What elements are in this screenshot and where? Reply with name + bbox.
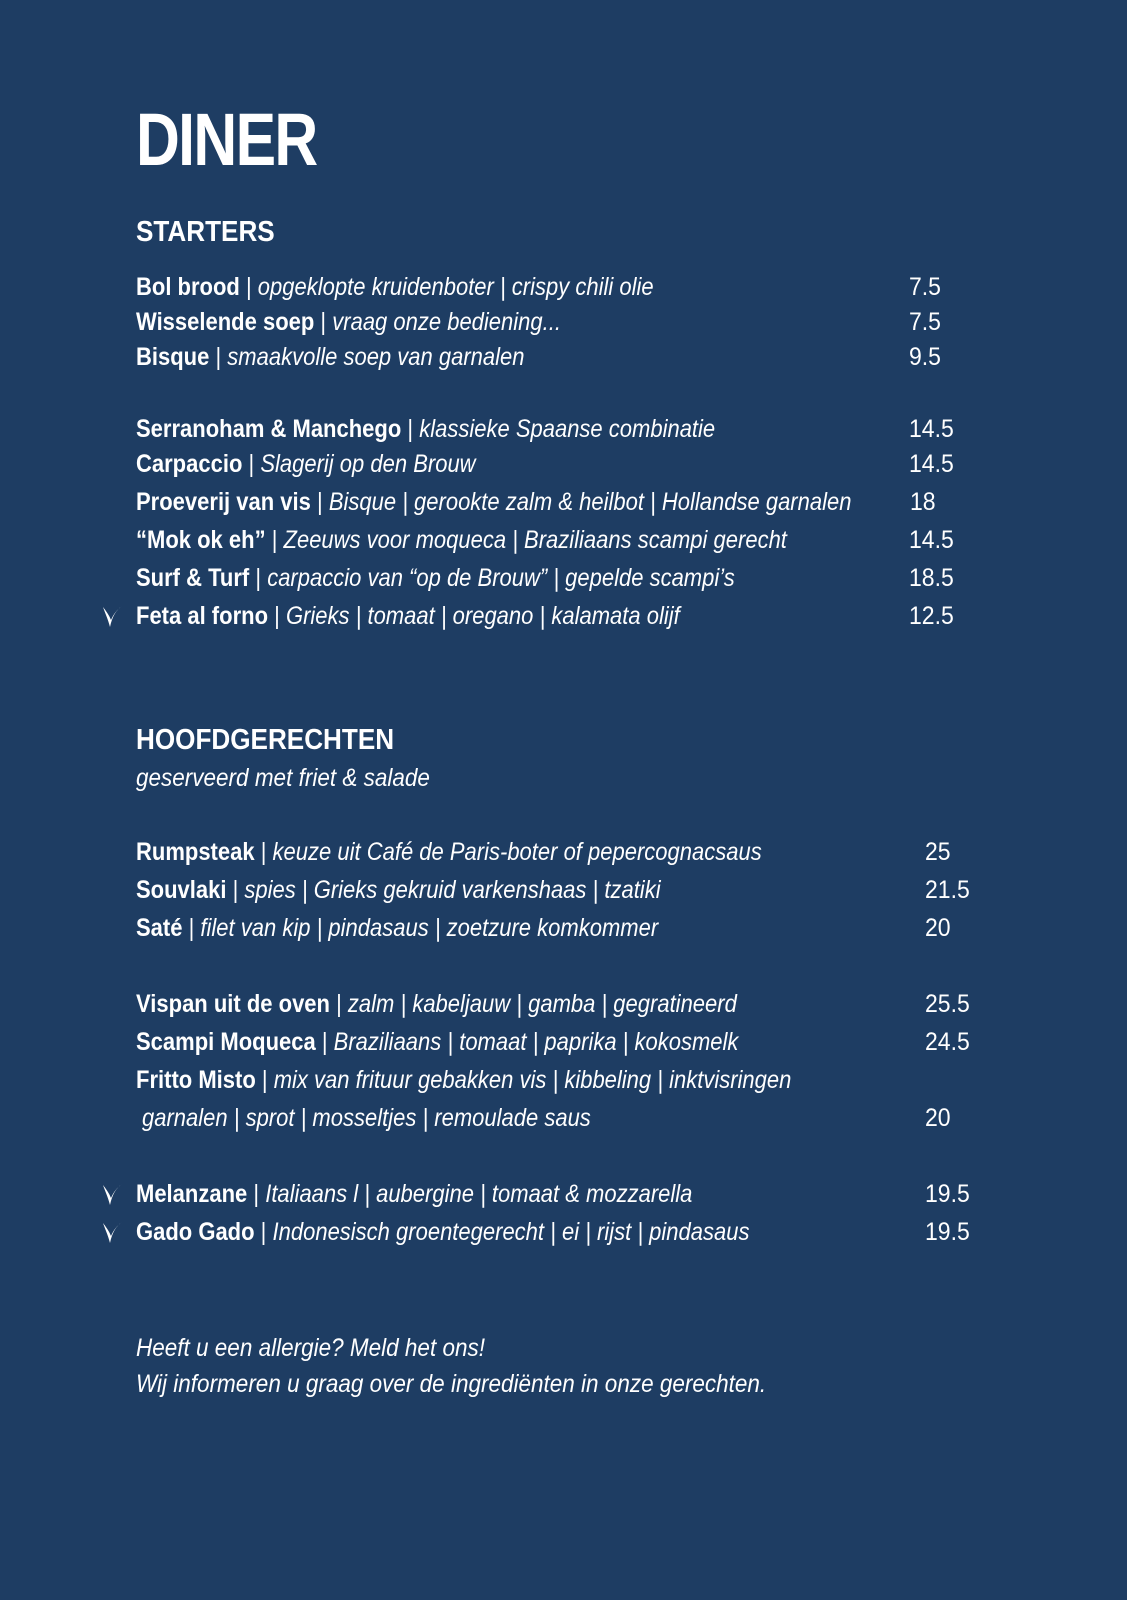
item-description: keuze uit Café de Paris-boter of pepercognacsaus <box>272 838 762 866</box>
item-price: 18.5 <box>909 564 954 592</box>
item-description: carpaccio van “op de Brouw” | gepelde scampi’s <box>267 564 735 592</box>
item-price: 18 <box>910 488 936 516</box>
leaf-icon <box>100 603 124 629</box>
item-price: 25 <box>925 838 951 866</box>
item-description: Slagerij op den Brouw <box>260 450 476 478</box>
item-price: 14.5 <box>909 450 954 478</box>
section-subtitle: geserveerd met friet & salade <box>136 764 430 792</box>
item-name: Carpaccio <box>136 450 243 478</box>
item-price: 7.5 <box>909 308 941 336</box>
item-price: 7.5 <box>909 273 941 301</box>
item-name: Wisselende soep <box>136 308 315 336</box>
item-name: Souvlaki <box>136 876 227 904</box>
item-description: Zeeuws voor moqueca | Braziliaans scampi gerecht <box>283 526 787 554</box>
item-description: vraag onze bediening... <box>332 308 561 336</box>
item-price: 20 <box>925 1104 951 1132</box>
item-price: 9.5 <box>909 343 941 371</box>
item-description: klassieke Spaanse combinatie <box>419 415 716 443</box>
item-name: Fritto Misto <box>136 1066 256 1094</box>
allergy-note-line: Wij informeren u graag over de ingrediënten in onze gerechten. <box>136 1370 767 1398</box>
item-description: Grieks | tomaat | oregano | kalamata olijf <box>285 602 680 630</box>
section-title-starters: STARTERS <box>136 216 275 248</box>
item-name: Saté <box>136 914 183 942</box>
item-name: Vispan uit de oven <box>136 990 330 1018</box>
item-name: Gado Gado <box>136 1218 255 1246</box>
leaf-icon <box>100 1181 124 1207</box>
item-price: 12.5 <box>909 602 954 630</box>
item-price: 25.5 <box>925 990 970 1018</box>
item-description: zalm | kabeljauw | gamba | gegratineerd <box>347 990 737 1018</box>
item-name: Proeverij van vis <box>136 488 311 516</box>
item-name: Bisque <box>136 343 210 371</box>
allergy-note-line: Heeft u een allergie? Meld het ons! <box>136 1334 485 1362</box>
allergy-note <box>136 1330 766 1402</box>
item-price: 24.5 <box>925 1028 970 1056</box>
leaf-icon <box>100 1219 124 1245</box>
item-name: Surf & Turf <box>136 564 250 592</box>
item-description: smaakvolle soep van garnalen <box>227 343 525 371</box>
item-description: Italiaans l | aubergine | tomaat & mozzarella <box>265 1180 693 1208</box>
section-title-mains: HOOFDGERECHTEN <box>136 724 395 756</box>
item-name: “Mok ok eh” <box>136 526 266 554</box>
item-name: Scampi Moqueca <box>136 1028 316 1056</box>
item-name: Melanzane <box>136 1180 248 1208</box>
page-title: DINER <box>136 98 317 181</box>
item-price: 14.5 <box>909 415 954 443</box>
item-price: 20 <box>925 914 951 942</box>
item-description: Indonesisch groentegerecht | ei | rijst | pindasaus <box>272 1218 750 1246</box>
item-price: 19.5 <box>925 1180 970 1208</box>
item-price: 19.5 <box>925 1218 970 1246</box>
item-description: opgeklopte kruidenboter | crispy chili olie <box>257 273 654 301</box>
item-name: Serranoham & Manchego <box>136 415 402 443</box>
item-price: 21.5 <box>925 876 970 904</box>
item-description: Bisque | gerookte zalm & heilbot | Hollandse garnalen <box>328 488 852 516</box>
item-name: Rumpsteak <box>136 838 255 866</box>
item-description: spies | Grieks gekruid varkenshaas | tzatiki <box>244 876 661 904</box>
item-description: garnalen | sprot | mosseltjes | remoulade saus <box>142 1104 591 1132</box>
item-description: mix van frituur gebakken vis | kibbeling | inktvisringen <box>273 1066 792 1094</box>
item-description: filet van kip | pindasaus | zoetzure komkommer <box>200 914 659 942</box>
item-description: Braziliaans | tomaat | paprika | kokosmelk <box>333 1028 739 1056</box>
item-name: Bol brood <box>136 273 240 301</box>
item-name: Feta al forno <box>136 602 269 630</box>
item-price: 14.5 <box>909 526 954 554</box>
